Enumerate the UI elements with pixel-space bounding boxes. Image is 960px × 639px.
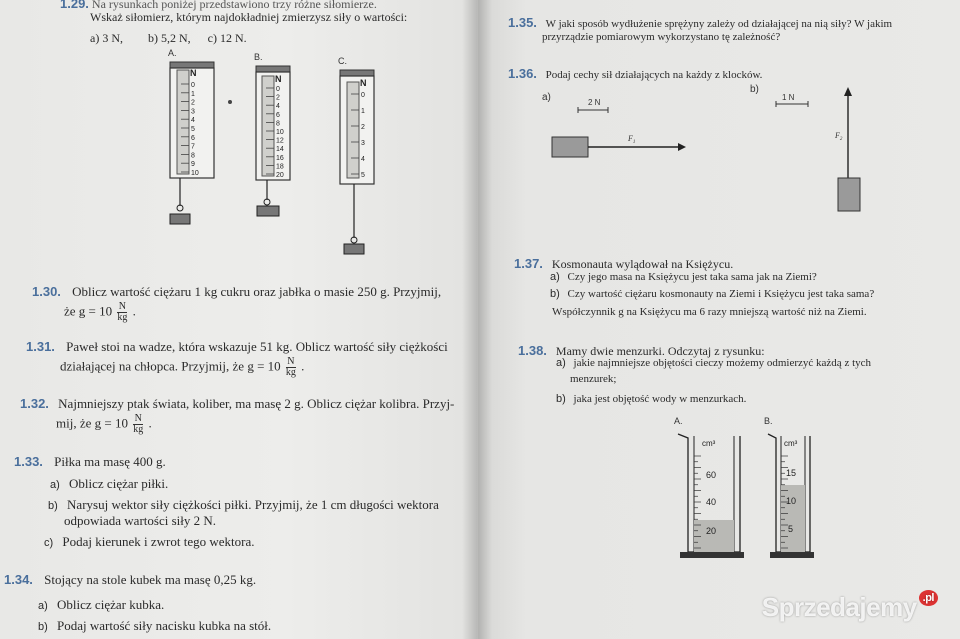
diagram-b-letter: b) <box>750 84 759 95</box>
cylinder-a <box>674 416 744 558</box>
q130-unit-fraction: $\frac{N}{kg}$ <box>117 301 128 323</box>
meter-c-tick-label: 2 <box>361 124 365 131</box>
q130-line2: że g = 10 $\frac{N}{kg}$ . <box>64 301 136 323</box>
scale-meter-b <box>254 52 290 216</box>
cylinder-b <box>764 416 814 558</box>
forces-figure <box>538 80 958 220</box>
diagram-a-force-label: $F_1$ <box>628 134 636 145</box>
meter-a-unit: N <box>190 68 197 78</box>
q136-text: Podaj cechy sił działających na każdy z klocków. <box>545 69 763 81</box>
cylinder-b-mark-10: 10 <box>786 496 797 506</box>
q129-text: Na rysunkach poniżej przedstawiono trzy różne siłomierze. <box>91 0 377 11</box>
diagram-b-scale: 1 N <box>782 93 795 102</box>
q133-line1 <box>14 454 166 470</box>
meter-b-unit: N <box>275 74 282 84</box>
q137-number: 1.37. <box>514 256 543 271</box>
cylinders-figure <box>668 412 848 562</box>
q136-number: 1.36. <box>508 66 537 81</box>
left-page <box>0 0 478 639</box>
q134-number: 1.34. <box>4 572 33 587</box>
meter-b-label: B. <box>254 52 263 62</box>
q138-item-a: a) jakie najmniejsze objętości cieczy możemy odmierzyć każdą z tych <box>556 357 872 369</box>
meter-a-tick-label: 2 <box>191 99 195 107</box>
q129-option-b: b) 5,2 N, <box>148 31 191 45</box>
q134-item-b: b) Podaj wartość siły nacisku kubka na stół. <box>38 618 272 633</box>
meter-b-tick-label: 14 <box>276 146 284 154</box>
force-diagram-b <box>750 84 860 211</box>
q138-text: Mamy dwie menzurki. Odczytaj z rysunku: <box>555 344 765 358</box>
q137-item-b: b) Czy wartość ciężaru kosmonauty na Ziemi i Księżycu jest taka sama? <box>550 288 875 300</box>
meter-a-tick-label: 8 <box>191 152 195 160</box>
cylinder-a-label: A. <box>674 416 683 426</box>
cylinder-a-mark-20: 20 <box>706 526 717 536</box>
q134-line1 <box>4 572 256 588</box>
q132-line2: mij, że g = 10 $\frac{N}{kg}$ . <box>56 413 152 435</box>
cylinder-b-mark-15: 15 <box>786 468 797 478</box>
q133-number: 1.33. <box>14 454 43 469</box>
diagram-b-force-label: $F_2$ <box>835 131 843 142</box>
meter-c-label: C. <box>338 56 347 66</box>
q129-options <box>90 31 247 46</box>
q132-number: 1.32. <box>20 396 49 411</box>
meter-b-tick-label: 20 <box>276 172 284 179</box>
q135-line2: przyrządzie pomiarowym wykorzystano tę zależność? <box>542 31 781 43</box>
meter-c-unit: N <box>360 78 367 88</box>
q138-item-a-cont: menzurek; <box>570 373 617 385</box>
q131-formula: działającej na chłopca. Przyjmij, że g = 10 <box>60 358 281 374</box>
meter-a-tick-label: 7 <box>191 143 195 151</box>
right-page <box>478 0 960 639</box>
q138-number: 1.38. <box>518 343 547 358</box>
force-diagram-a <box>542 92 686 157</box>
q130-text: Oblicz wartość ciężaru 1 kg cukru oraz jabłka o masie 250 g. Przyjmij, <box>72 284 442 299</box>
q135-line1 <box>508 15 892 30</box>
cylinder-b-mark-5: 5 <box>788 524 794 534</box>
watermark-logo: Sprzedajemy $^{.pl}$ <box>762 592 938 623</box>
cylinder-b-label: B. <box>764 416 773 426</box>
q130-formula: że g = 10 <box>64 303 113 319</box>
q136-line1 <box>508 66 762 81</box>
q138-item-b: b) jaka jest objętość wody w menzurkach. <box>556 393 747 405</box>
diagram-a-scale: 2 N <box>588 98 601 107</box>
q137-note: Współczynnik g na Księżycu ma 6 razy mniejszą wartość niż na Ziemi. <box>552 306 867 318</box>
q129-number: 1.29. <box>60 0 89 11</box>
q130-number: 1.30. <box>32 284 61 299</box>
meter-a-tick-label: 4 <box>191 117 195 125</box>
q137-line1 <box>514 256 733 272</box>
q135-number: 1.35. <box>508 15 537 30</box>
cylinder-b-unit: cm³ <box>784 439 798 448</box>
meter-b-tick-label: 16 <box>276 154 284 162</box>
meter-a-tick-label: 6 <box>191 134 195 142</box>
spring-scales-figure <box>150 48 380 263</box>
q134-text: Stojący na stole kubek ma masę 0,25 kg. <box>44 572 257 587</box>
meter-c-tick-label: 5 <box>361 172 365 179</box>
q131-text: Paweł stoi na wadze, która wskazuje 51 kg. Oblicz wartość siły ciężkości <box>66 339 448 354</box>
meter-b-tick-label: 4 <box>276 103 280 111</box>
meter-c-tick-label: 3 <box>361 140 365 147</box>
meter-c-tick-label: 0 <box>361 92 365 99</box>
book-gutter <box>462 0 492 639</box>
q131-line2: działającej na chłopca. Przyjmij, że g = 10 $\frac{N}{kg}$ . <box>60 356 305 378</box>
q132-unit-fraction: $\frac{N}{kg}$ <box>133 413 144 435</box>
meter-a-tick-label: 10 <box>191 170 199 177</box>
q134-item-a: a) Oblicz ciężar kubka. <box>38 597 165 612</box>
q132-formula: mij, że g = 10 <box>56 415 128 431</box>
scale-meter-c <box>338 56 374 254</box>
meter-c-tick-label: 1 <box>361 108 365 115</box>
meter-a-tick-label: 3 <box>191 108 195 116</box>
q132-line1 <box>20 396 454 412</box>
q129-option-c: c) 12 N. <box>207 31 247 45</box>
q133-item-b-cont: odpowiada wartości siły 2 N. <box>64 513 217 528</box>
q133-text: Piłka ma masę 400 g. <box>54 454 166 469</box>
meter-b-tick-label: 18 <box>276 163 284 171</box>
meter-a-tick-label: 1 <box>191 90 195 98</box>
q132-text: Najmniejszy ptak świata, koliber, ma masę 2 g. Oblicz ciężar kolibra. Przyj- <box>58 396 455 411</box>
q133-item-a: a) Oblicz ciężar piłki. <box>50 476 169 491</box>
cylinder-a-unit: cm³ <box>702 439 716 448</box>
meter-b-tick-label: 6 <box>276 111 280 119</box>
meter-a-tick-label: 0 <box>191 82 195 89</box>
diagram-a-letter: a) <box>542 92 551 103</box>
meter-b-tick-label: 0 <box>276 86 280 93</box>
meter-c-tick-label: 4 <box>361 156 365 163</box>
q133-item-c: c) Podaj kierunek i zwrot tego wektora. <box>44 534 255 549</box>
cylinder-a-mark-60: 60 <box>706 470 717 480</box>
q129-option-a: a) 3 N, <box>90 31 123 45</box>
q131-line1 <box>26 339 448 355</box>
q130-line1 <box>32 284 441 300</box>
q137-text: Kosmonauta wylądował na Księżycu. <box>551 257 734 271</box>
scale-meter-a <box>168 48 214 224</box>
meter-a-tick-label: 9 <box>191 161 195 169</box>
q131-number: 1.31. <box>26 339 55 354</box>
q135-text: W jaki sposób wydłużenie sprężyny zależy od działającej na nią siły? W jakim <box>545 18 893 30</box>
meter-a-tick-label: 5 <box>191 126 195 133</box>
meter-b-tick-label: 12 <box>276 137 284 145</box>
q137-item-a: a) Czy jego masa na Księżycu jest taka sama jak na Ziemi? <box>550 271 817 283</box>
meter-b-tick-label: 2 <box>276 94 280 102</box>
meter-b-tick-label: 8 <box>276 120 280 128</box>
q129-line2: Wskaż siłomierz, którym najdokładniej zmierzysz siły o wartości: <box>90 10 408 24</box>
q133-item-b: b) Narysuj wektor siły ciężkości piłki. Przyjmij, że 1 cm długości wektora <box>48 497 439 512</box>
meter-a-label: A. <box>168 48 177 58</box>
q131-unit-fraction: $\frac{N}{kg}$ <box>285 356 296 378</box>
cylinder-a-mark-40: 40 <box>706 497 717 507</box>
meter-b-tick-label: 10 <box>276 129 284 136</box>
